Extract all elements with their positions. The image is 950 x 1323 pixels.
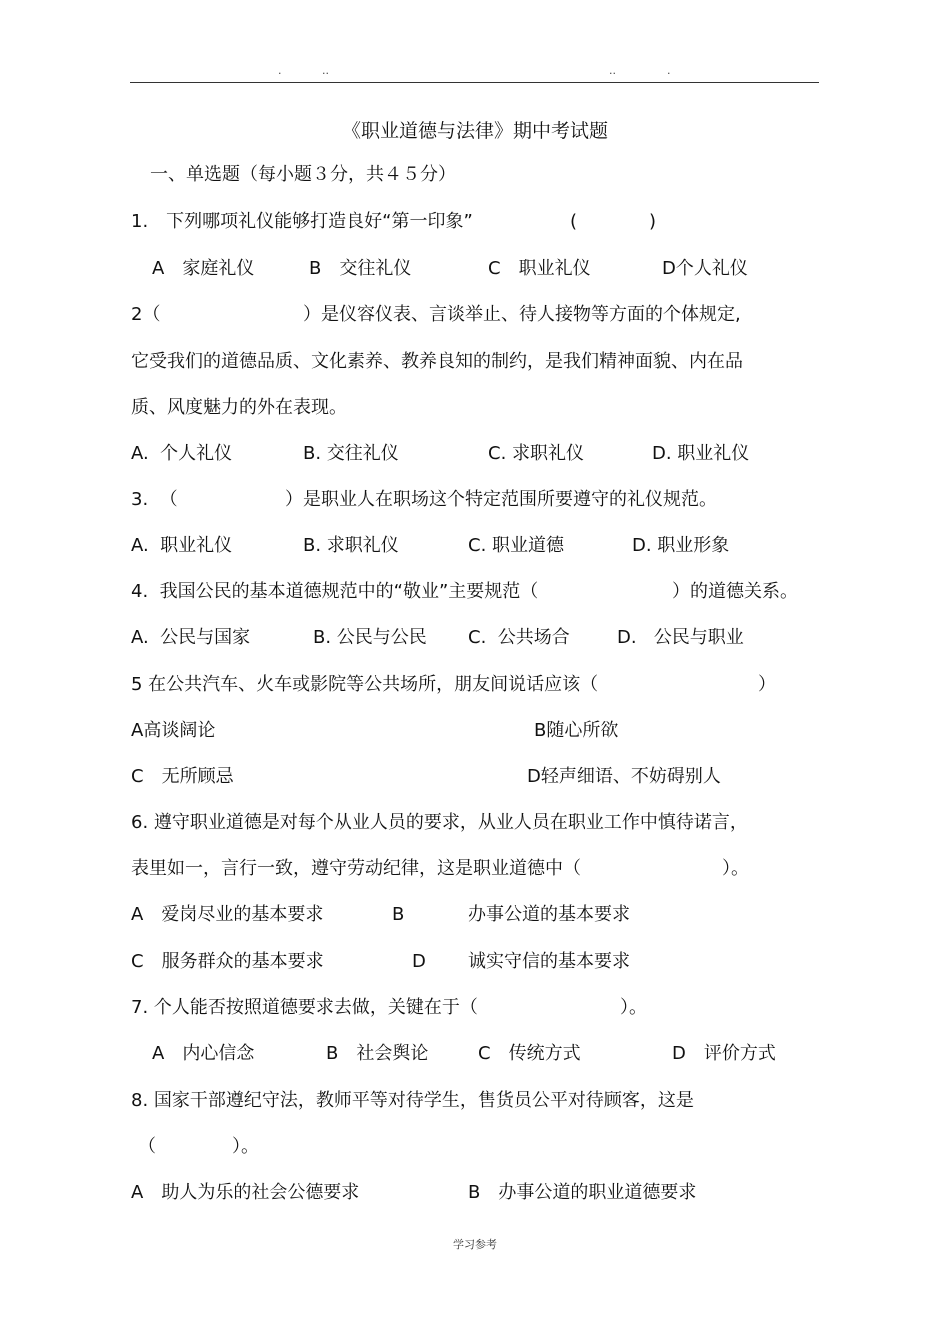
question-8-blank-close: ）。 xyxy=(232,1136,259,1157)
question-2-stem: ）是仪容仪表、言谈举止、待人接物等方面的个体规定, xyxy=(303,304,741,325)
question-4-option-b: B. 公民与公民 xyxy=(313,627,427,648)
question-3-option-d: D. 职业形象 xyxy=(632,535,730,556)
question-1-option-d: D个人礼仪 xyxy=(662,258,748,279)
question-8-blank-open: （ xyxy=(138,1136,156,1157)
question-1-option-b: B 交往礼仪 xyxy=(309,258,412,279)
question-6-stem: 6. 遵守职业道德是对每个从业人员的要求，从业人员在职业工作中慎待诺言， xyxy=(131,812,748,833)
question-2-stem-line3: 质、风度魅力的外在表现。 xyxy=(131,397,347,418)
question-8-option-b: B 办事公道的职业道德要求 xyxy=(468,1182,697,1203)
question-3-number: 3. （ xyxy=(131,489,178,510)
question-2-option-b: B. 交往礼仪 xyxy=(303,443,399,464)
question-4-option-c: C. 公共场合 xyxy=(468,627,570,648)
question-1-blank: ( ) xyxy=(570,211,657,232)
question-6-stem-line2: 表里如一，言行一致，遵守劳动纪律，这是职业道德中（ xyxy=(131,858,581,879)
question-7-option-b: B 社会舆论 xyxy=(326,1043,429,1064)
question-2-option-d: D. 职业礼仪 xyxy=(652,443,750,464)
question-8-stem: 8. 国家干部遵纪守法，教师平等对待学生，售货员公平对待顾客，这是 xyxy=(131,1090,694,1111)
question-3-option-b: B. 求职礼仪 xyxy=(303,535,399,556)
question-7-stem: 7. 个人能否按照道德要求去做，关键在于（ xyxy=(131,997,478,1018)
question-5-stem-end: ） xyxy=(758,674,776,695)
section-heading: 一、单选题（每小题３分，共４５分） xyxy=(150,164,456,185)
question-8-option-a: A 助人为乐的社会公德要求 xyxy=(131,1182,360,1203)
question-6-option-b: 办事公道的基本要求 xyxy=(468,904,630,925)
question-1-option-a: A 家庭礼仪 xyxy=(152,258,255,279)
question-5-option-a: A高谈阔论 xyxy=(131,720,216,741)
question-7-option-a: A 内心信念 xyxy=(152,1043,255,1064)
question-5-stem: 5 在公共汽车、火车或影院等公共场所，朋友间说话应该（ xyxy=(131,674,599,695)
question-4-stem-end: ）的道德关系。 xyxy=(672,581,798,602)
question-7-stem-end: ）。 xyxy=(620,997,647,1018)
question-1-option-c: C 职业礼仪 xyxy=(488,258,591,279)
question-5-option-b: B随心所欲 xyxy=(534,720,619,741)
question-2-option-c: C. 求职礼仪 xyxy=(488,443,585,464)
question-6-option-a: A 爱岗尽业的基本要求 xyxy=(131,904,324,925)
question-5-option-d: D轻声细语、不妨碍别人 xyxy=(527,766,721,787)
header-rule xyxy=(130,82,819,83)
question-4-stem: 4. 我国公民的基本道德规范中的“敬业”主要规范（ xyxy=(131,581,539,602)
page-title: 《职业道德与法律》期中考试题 xyxy=(341,120,608,142)
question-6-option-c: C 服务群众的基本要求 xyxy=(131,951,324,972)
question-6-option-b-letter: B xyxy=(392,904,405,925)
header-mark: . xyxy=(667,64,671,77)
question-3-stem: ）是职业人在职场这个特定范围所要遵守的礼仪规范。 xyxy=(285,489,717,510)
question-6-option-d-letter: D xyxy=(412,951,426,972)
question-5-option-c: C 无所顾忌 xyxy=(131,766,234,787)
question-1-stem: 1. 下列哪项礼仪能够打造良好“第一印象” xyxy=(131,211,473,232)
page-footer: 学习参考 xyxy=(453,1238,497,1251)
question-3-option-a: A. 职业礼仪 xyxy=(131,535,233,556)
header-mark: .. xyxy=(322,64,329,77)
question-3-option-c: C. 职业道德 xyxy=(468,535,565,556)
question-2-stem-line2: 它受我们的道德品质、文化素养、教养良知的制约，是我们精神面貌、内在品 xyxy=(131,351,743,372)
header-mark: . xyxy=(278,64,282,77)
question-2-number: 2（ xyxy=(131,304,161,325)
question-7-option-c: C 传统方式 xyxy=(478,1043,581,1064)
question-6-stem-end: ）。 xyxy=(722,858,749,879)
question-4-option-d: D. 公民与职业 xyxy=(617,627,744,648)
question-6-option-d: 诚实守信的基本要求 xyxy=(468,951,630,972)
question-7-option-d: D 评价方式 xyxy=(672,1043,776,1064)
question-2-option-a: A. 个人礼仪 xyxy=(131,443,233,464)
header-mark: .. xyxy=(609,64,616,77)
question-4-option-a: A. 公民与国家 xyxy=(131,627,251,648)
